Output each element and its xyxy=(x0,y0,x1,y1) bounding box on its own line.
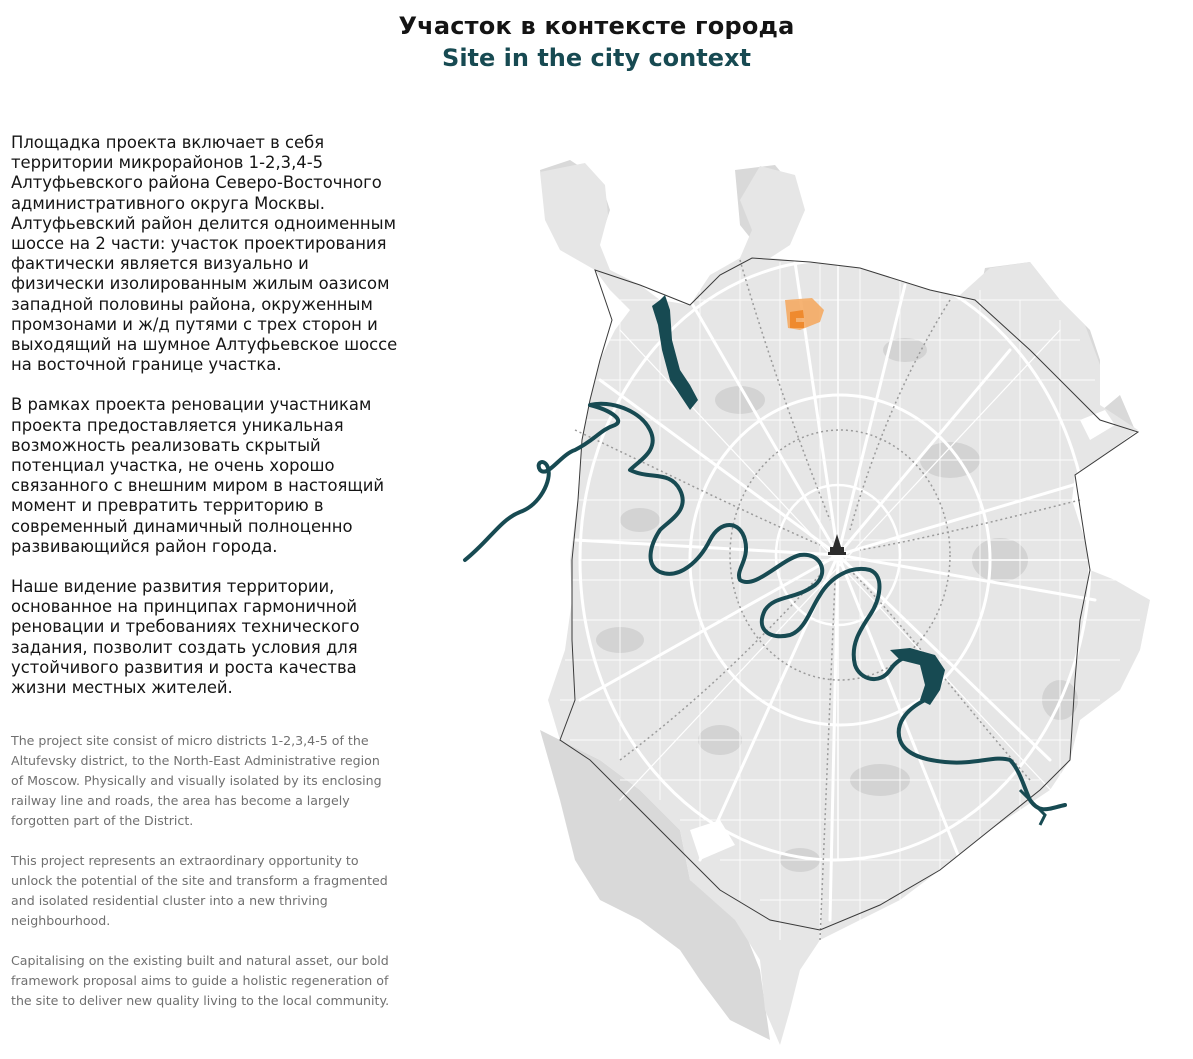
paragraph-ru-3: Наше видение развития территории, основанное на принципах гармоничной реновации и требованиях технического задания, позволит создать условия для устойчивого развития и роста качества жизни местных жителей. xyxy=(11,577,360,698)
paragraph-en-2: This project represents an extraordinary opportunity to unlock the potential of the site and transform a fragmented and isolated residential cluster into a new thriving neighbourhood. xyxy=(11,853,388,928)
description-en xyxy=(11,731,441,1031)
city-map xyxy=(462,150,1152,1050)
paragraph-en-3: Capitalising on the existing built and natural asset, our bold framework proposal aims to guide a holistic regeneration of the site to deliver new quality living to the local community. xyxy=(11,953,390,1008)
paragraph-en-1: The project site consist of micro districts 1-2,3,4-5 of the Altufevsky district, to the North-East Administrative region of Moscow. Physically and visually isolated by its enclosing railway line and roads, the area has become a largely forgotten part of the District. xyxy=(11,733,382,828)
page-title-en: Site in the city context xyxy=(442,44,751,72)
paragraph-ru-2: В рамках проекта реновации участникам проекта предоставляется уникальная возможность реализовать скрытый потенциал участка, не очень хорошо связанного с внешним миром в настоящий момент и превратить территорию в современный динамичный полноценно развивающийся район города. xyxy=(11,395,385,556)
page-title-ru: Участок в контексте города xyxy=(398,12,795,40)
paragraph-ru-1: Площадка проекта включает в себя территории микрорайонов 1-2,3,4-5 Алтуфьевского района Северо-Восточного административного округа Москвы. Алтуфьевский район делится одноименным шоссе на 2 части: участок проектирования фактически является визуально и физически изолированным жилым оазисом западной половины района, окруженным промзонами и ж/д путями с трех сторон и выходящий на шумное Алтуфьевское шоссе на восточной границе участка. xyxy=(11,133,398,375)
description-ru xyxy=(11,133,441,718)
